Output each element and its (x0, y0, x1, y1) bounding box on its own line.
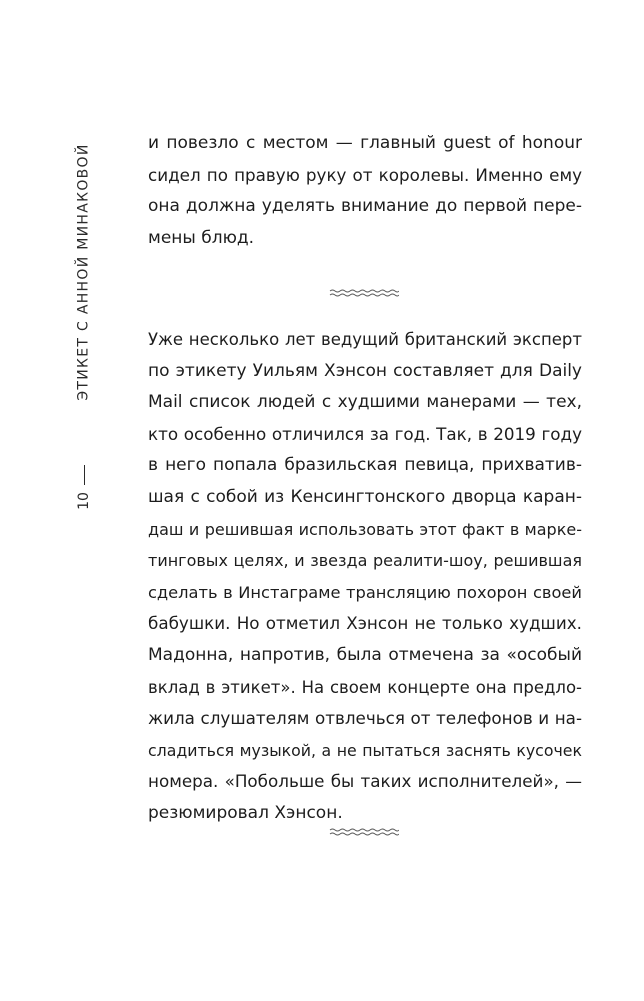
paragraph-1 (148, 128, 582, 254)
wave-divider-icon (329, 827, 399, 837)
paragraph-line: сладиться музыкой, а не пытаться заснять кусочек (148, 740, 582, 760)
paragraph-line: резюмировал Хэнсон. (148, 802, 343, 823)
paragraph-line: в него попала бразильская певица, прихватив- (148, 455, 582, 476)
paragraph-line: мены блюд. (148, 227, 255, 248)
running-header (70, 94, 98, 449)
paragraph-line: Мадонна, напротив, была отмечена за «особый (148, 644, 582, 665)
paragraph-line: сидел по правую руку от королевы. Именно ему (148, 164, 582, 185)
page-number-rule (84, 465, 85, 485)
paragraph-line: она должна уделять внимание до первой пере- (148, 196, 582, 217)
paragraph-line: вклад в этикет». На своем концерте она предло- (148, 677, 582, 697)
paragraph-line: Mail список людей с худшими манерами — тех, (148, 392, 582, 413)
paragraph-line: тинговых целях, и звезда реалити-шоу, решившая (148, 551, 582, 571)
page-number: 10 (75, 492, 92, 510)
wave-divider-icon (329, 288, 399, 298)
paragraph-line: даш и решившая использовать этот факт в марке- (148, 519, 582, 539)
paragraph-line: и повезло с местом — главный guest of honour (148, 133, 582, 153)
paragraph-line: по этикету Уильям Хэнсон составляет для Daily (148, 360, 582, 381)
paragraph-line: шая с собой из Кенсингтонского дворца каран- (148, 486, 582, 507)
paragraph-line: сделать в Инстаграме трансляцию похорон своей (148, 582, 582, 602)
paragraph-line: Уже несколько лет ведущий британский эксперт (148, 330, 582, 349)
paragraph-2 (148, 324, 582, 830)
paragraph-line: жила слушателям отвлечься от телефонов и на- (148, 708, 582, 729)
paragraph-line: кто особенно отличился за год. Так, в 2019 году (148, 423, 582, 444)
paragraph-line: номера. «Побольше бы таких исполнителей», — (148, 771, 582, 792)
book-title: ЭТИКЕТ С АННОЙ МИНАКОВОЙ (76, 142, 92, 401)
paragraph-line: бабушки. Но отметил Хэнсон не только худших. (148, 613, 582, 634)
page-number-container (70, 488, 98, 514)
